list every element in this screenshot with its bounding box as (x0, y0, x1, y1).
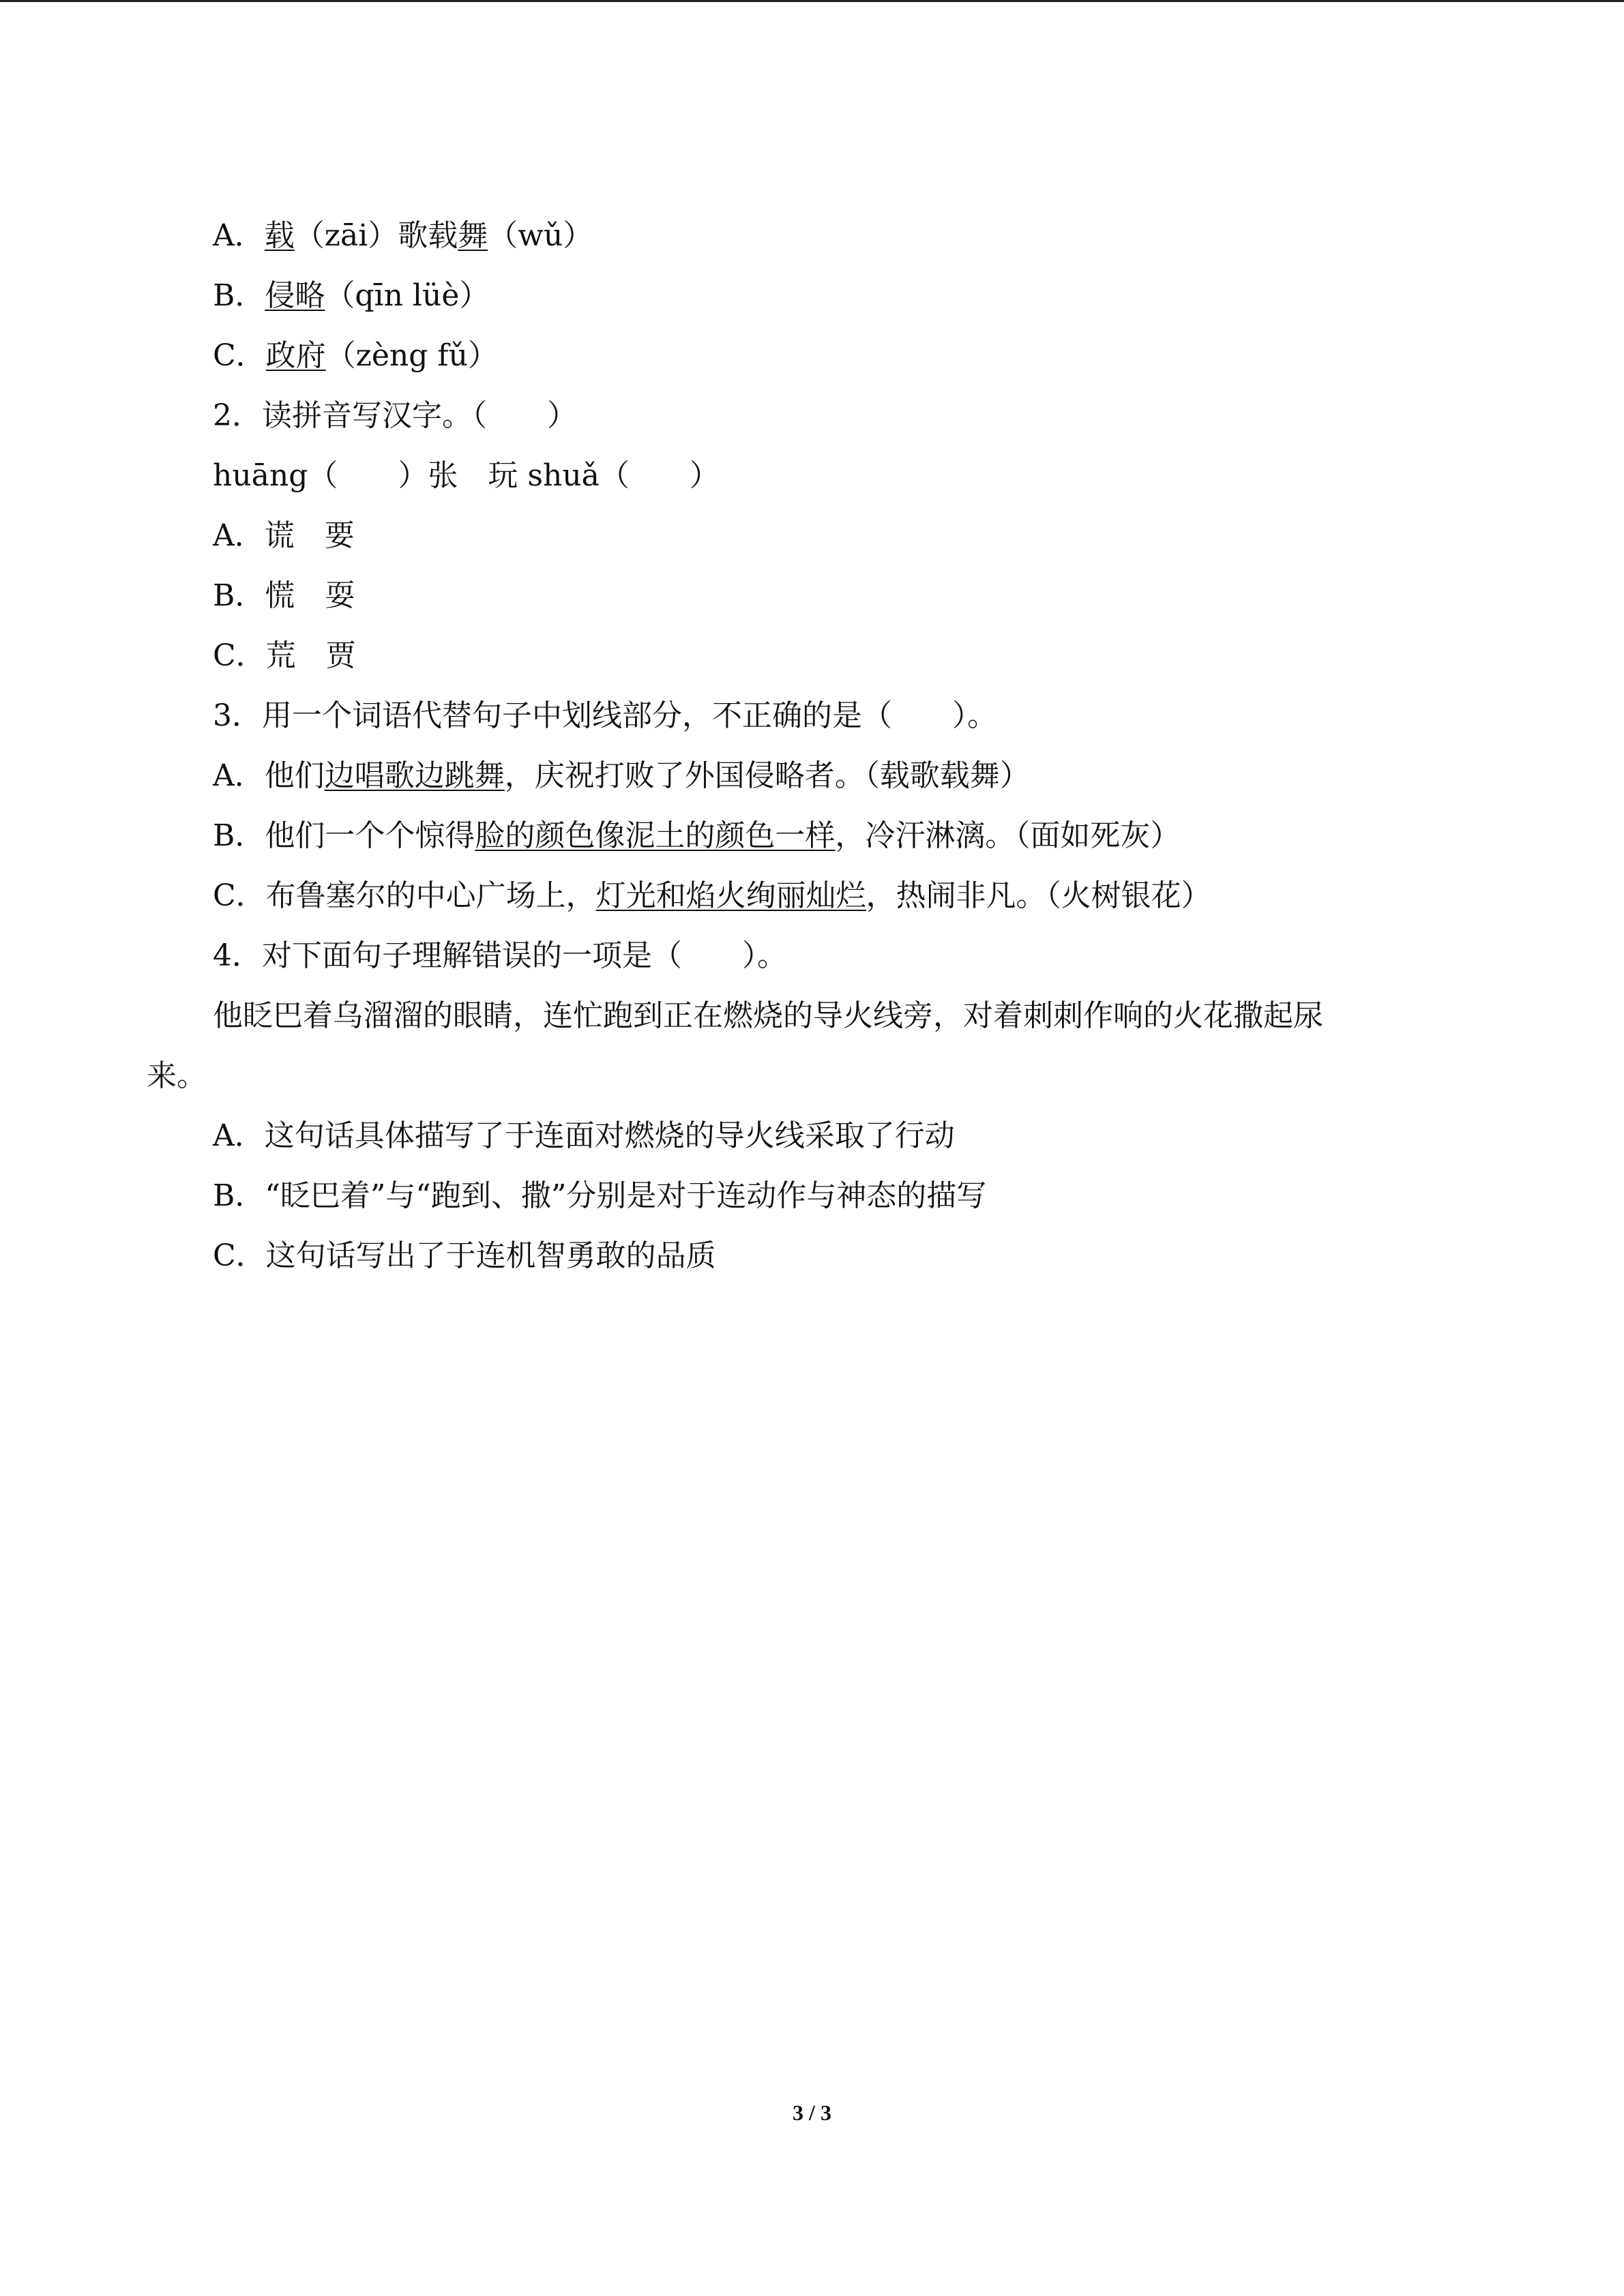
q4-stem: 4．对下面句子理解错误的一项是（ ）。 (213, 938, 787, 973)
q4-option-a: A．这句话具体描写了于连面对燃烧的导火线采取了行动 (213, 1118, 955, 1153)
underlined-phrase: 脸的颜色像泥土的颜色一样 (475, 818, 836, 853)
option-text: （qīn lüè） (325, 278, 490, 313)
q4-option-b: B．“眨巴着”与“跑到、撒”分别是对于连动作与神态的描写 (213, 1178, 987, 1213)
q1-option-a (213, 215, 593, 256)
option-text: （wǔ） (488, 218, 593, 253)
option-text: ，庆祝打败了外国侵略者。（载歌载舞） (504, 758, 1030, 793)
q2-option-b: B．慌 耍 (213, 578, 355, 613)
q3-option-c (213, 876, 1211, 916)
q1-option-b (213, 275, 489, 316)
underlined-phrase: 边唱歌边跳舞 (324, 758, 505, 793)
q2-option-a: A．谎 要 (213, 518, 355, 553)
option-text: C．布鲁塞尔的中心广场上， (213, 878, 596, 913)
option-text: （zèng fǔ） (325, 338, 499, 373)
option-prefix: A． (213, 218, 265, 253)
page-number: 3 / 3 (793, 2100, 831, 2125)
option-prefix: B． (213, 278, 265, 313)
q4-passage-line-1: 他眨巴着乌溜溜的眼睛，连忙跑到正在燃烧的导火线旁，对着刺刺作响的火花撒起尿 (213, 998, 1323, 1033)
q3-option-a (213, 756, 1030, 796)
q2-stem: 2．读拼音写汉字。（ ） (213, 398, 577, 433)
underlined-word: 舞 (458, 218, 488, 253)
q3-stem: 3．用一个词语代替句子中划线部分，不正确的是（ ）。 (213, 698, 997, 733)
q2-pinyin-prompt: huāng（ ）张 玩 shuǎ（ ） (213, 458, 720, 493)
option-text: B．他们一个个惊得 (213, 818, 475, 853)
q4-option-c: C．这句话写出了于连机智勇敢的品质 (213, 1238, 716, 1273)
q1-option-c (213, 336, 498, 376)
underlined-phrase: 灯光和焰火绚丽灿烂 (595, 878, 866, 913)
option-text: ，热闹非凡。（火树银花） (866, 878, 1211, 913)
underlined-word: 侵略 (265, 278, 325, 313)
underlined-word: 政府 (265, 338, 326, 373)
option-text: A．他们 (213, 758, 325, 793)
option-prefix: C． (213, 338, 266, 373)
underlined-word: 载 (264, 218, 295, 253)
q2-option-c: C．荒 贾 (213, 638, 356, 673)
q3-option-b (213, 816, 1180, 856)
q4-passage-line-2: 来。 (147, 1058, 207, 1093)
option-text: （zāi）歌载 (294, 218, 458, 253)
option-text: ，冷汗淋漓。（面如死灰） (835, 818, 1181, 853)
top-border-line (0, 0, 1624, 2)
